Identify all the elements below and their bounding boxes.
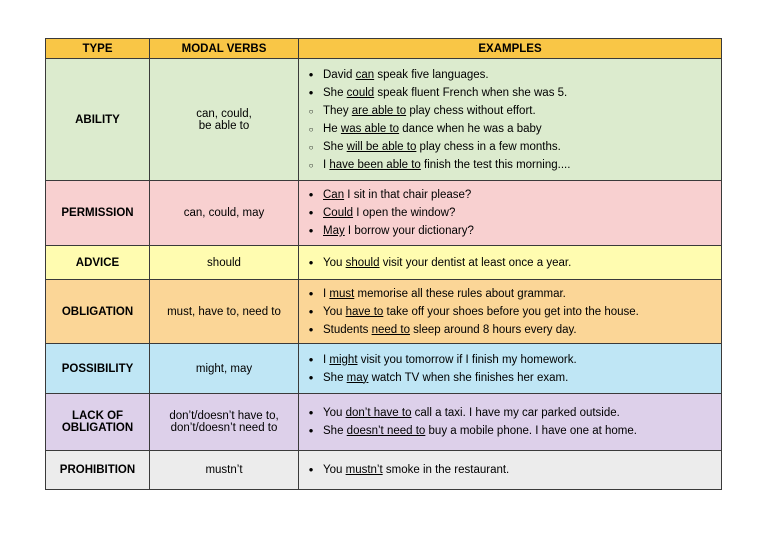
modal-verb: could xyxy=(346,86,375,99)
example-text-before: She xyxy=(323,140,347,153)
example-text-after: play chess without effort. xyxy=(406,104,536,117)
example-text-after: speak five languages. xyxy=(374,68,489,81)
header-type: TYPE xyxy=(46,39,150,59)
type-cell: PROHIBITION xyxy=(46,451,150,490)
type-cell: ADVICE xyxy=(46,246,150,280)
example-item xyxy=(305,321,715,339)
example-text-before: I xyxy=(323,158,330,171)
example-text-after: I sit in that chair please? xyxy=(344,189,472,201)
examples-list xyxy=(305,66,715,174)
examples-list xyxy=(305,285,715,339)
disc-bullet-icon xyxy=(305,66,317,85)
example-text-before: I xyxy=(323,353,330,366)
type-cell: POSSIBILITY xyxy=(46,344,150,394)
modal-verb: may xyxy=(346,371,369,384)
example-text-after: sleep around 8 hours every day. xyxy=(409,323,577,336)
example-text-before: You xyxy=(323,256,346,269)
example-text-before: I xyxy=(323,287,330,300)
examples-list xyxy=(305,186,715,240)
disc-bullet-icon xyxy=(305,303,317,322)
example-text-before: You xyxy=(323,464,346,476)
example-item xyxy=(305,66,715,84)
examples-list xyxy=(305,254,715,272)
modal-verb: Can xyxy=(323,189,345,201)
modal-verb: Could xyxy=(323,207,354,219)
example-text-before: They xyxy=(323,104,352,117)
disc-bullet-icon xyxy=(305,369,317,388)
verbs-cell: mustn’t xyxy=(150,451,299,490)
example-item xyxy=(305,204,715,222)
disc-bullet-icon xyxy=(305,285,317,304)
verbs-cell: must, have to, need to xyxy=(150,280,299,344)
row-prohibition xyxy=(46,451,722,490)
examples-list xyxy=(305,461,715,479)
verbs-cell: can, could, may xyxy=(150,181,299,246)
example-text-before: Students xyxy=(323,323,372,336)
example-item xyxy=(305,84,715,102)
disc-bullet-icon xyxy=(305,204,317,223)
modal-verb: May xyxy=(323,225,345,237)
example-item xyxy=(305,461,715,479)
example-item xyxy=(305,369,715,387)
circle-bullet-icon xyxy=(305,156,317,175)
example-item xyxy=(305,303,715,321)
disc-bullet-icon xyxy=(305,186,317,205)
type-cell: OBLIGATION xyxy=(46,280,150,344)
examples-list xyxy=(305,404,715,440)
modal-verb: are able to xyxy=(351,104,407,117)
modal-verb: have to xyxy=(345,305,384,318)
example-item xyxy=(305,138,715,156)
modal-verb: was able to xyxy=(340,122,400,135)
example-text-after: watch TV when she finishes her exam. xyxy=(368,371,569,384)
disc-bullet-icon xyxy=(305,351,317,370)
row-lack-of-obligation xyxy=(46,394,722,451)
example-text-before: He xyxy=(323,122,341,135)
examples-cell xyxy=(299,394,722,451)
disc-bullet-icon xyxy=(305,461,317,480)
modal-verb: should xyxy=(345,256,380,269)
example-item xyxy=(305,120,715,138)
example-text-after: memorise all these rules about grammar. xyxy=(354,287,566,300)
example-text-after: dance when he was a baby xyxy=(399,122,542,135)
example-text-after: I open the window? xyxy=(353,207,456,219)
example-text-after: call a taxi. I have my car parked outside. xyxy=(411,407,620,419)
examples-cell xyxy=(299,280,722,344)
row-permission xyxy=(46,181,722,246)
modal-verb: don’t have to xyxy=(345,407,412,419)
disc-bullet-icon xyxy=(305,321,317,340)
row-obligation xyxy=(46,280,722,344)
example-item xyxy=(305,285,715,303)
modal-verbs-table xyxy=(45,38,722,490)
disc-bullet-icon xyxy=(305,222,317,241)
example-item xyxy=(305,351,715,369)
example-item xyxy=(305,404,715,422)
example-text-after: visit your dentist at least once a year. xyxy=(379,256,572,269)
type-cell: LACK OF OBLIGATION xyxy=(46,394,150,451)
header-examples: EXAMPLES xyxy=(299,39,722,59)
examples-cell xyxy=(299,59,722,181)
example-text-after: take off your shoes before you get into the house. xyxy=(383,305,639,318)
disc-bullet-icon xyxy=(305,422,317,441)
example-item xyxy=(305,222,715,240)
example-item xyxy=(305,156,715,174)
example-text-before: She xyxy=(323,425,347,437)
modal-verb: must xyxy=(329,287,355,300)
verbs-cell: might, may xyxy=(150,344,299,394)
example-text-before: She xyxy=(323,86,347,99)
example-text-before: She xyxy=(323,371,347,384)
header-modal-verbs: MODAL VERBS xyxy=(150,39,299,59)
row-advice xyxy=(46,246,722,280)
modal-verb: will be able to xyxy=(346,140,417,153)
disc-bullet-icon xyxy=(305,84,317,103)
example-text-before: David xyxy=(323,68,356,81)
header-row xyxy=(46,39,722,59)
example-text-after: smoke in the restaurant. xyxy=(382,464,510,476)
disc-bullet-icon xyxy=(305,254,317,273)
example-item xyxy=(305,422,715,440)
example-text-after: finish the test this morning.... xyxy=(420,158,571,171)
example-text-after: speak fluent French when she was 5. xyxy=(374,86,568,99)
example-text-after: buy a mobile phone. I have one at home. xyxy=(425,425,637,437)
example-item xyxy=(305,186,715,204)
row-possibility xyxy=(46,344,722,394)
circle-bullet-icon xyxy=(305,138,317,157)
row-ability xyxy=(46,59,722,181)
modal-verb: can xyxy=(355,68,375,81)
modal-verb: need to xyxy=(371,323,410,336)
examples-cell xyxy=(299,344,722,394)
modal-verb: mustn’t xyxy=(345,464,383,476)
example-text-before: You xyxy=(323,305,346,318)
verbs-cell: can, could, be able to xyxy=(150,59,299,181)
type-cell: PERMISSION xyxy=(46,181,150,246)
modal-verb: might xyxy=(329,353,358,366)
example-text-after: play chess in a few months. xyxy=(416,140,561,153)
example-item xyxy=(305,102,715,120)
circle-bullet-icon xyxy=(305,102,317,121)
example-text-after: I borrow your dictionary? xyxy=(344,225,474,237)
examples-cell xyxy=(299,181,722,246)
examples-cell xyxy=(299,246,722,280)
type-cell: ABILITY xyxy=(46,59,150,181)
examples-cell xyxy=(299,451,722,490)
example-text-after: visit you tomorrow if I finish my homework. xyxy=(357,353,577,366)
modal-verb: have been able to xyxy=(329,158,421,171)
circle-bullet-icon xyxy=(305,120,317,139)
modal-verb: doesn’t need to xyxy=(346,425,426,437)
verbs-cell: should xyxy=(150,246,299,280)
examples-list xyxy=(305,351,715,387)
verbs-cell: don’t/doesn’t have to, don’t/doesn’t need to xyxy=(150,394,299,451)
example-item xyxy=(305,254,715,272)
disc-bullet-icon xyxy=(305,404,317,423)
example-text-before: You xyxy=(323,407,346,419)
